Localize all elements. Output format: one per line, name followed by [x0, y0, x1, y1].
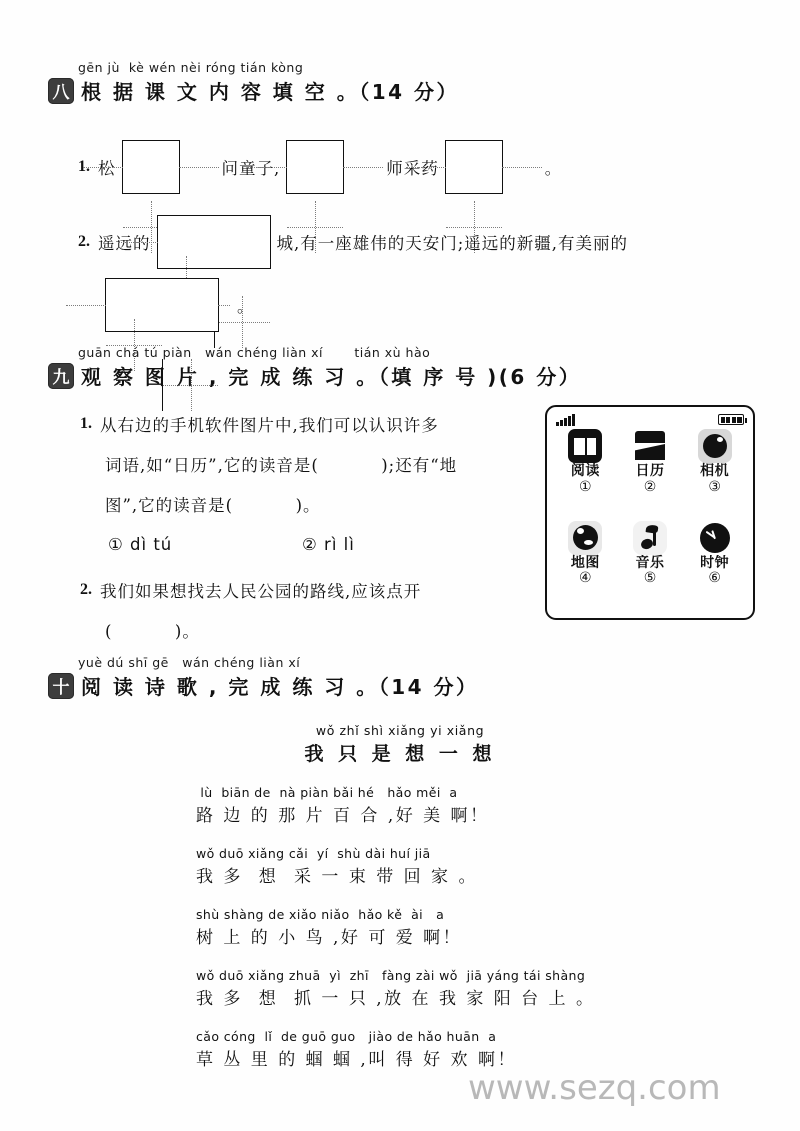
writing-box-double-2[interactable]	[105, 278, 219, 332]
section8-question-1	[78, 140, 561, 194]
poem-line-pinyin: shù shàng de xiǎo niǎo hǎo kě ài a	[196, 907, 445, 922]
app-item-reading[interactable]	[568, 429, 602, 494]
poem-line-han: 树 上 的 小 鸟 ,好 可 爱 啊！	[196, 928, 463, 948]
section-10-title: 阅 读 诗 歌 , 完 成 练 习 。（14 分）	[81, 675, 479, 699]
writing-box-1[interactable]	[122, 140, 180, 194]
poem-line-pinyin: cǎo cóng lǐ de guō guo jiào de hǎo huān a	[196, 1029, 497, 1044]
poem-line-pinyin: lù biān de nà piàn bǎi hé hǎo měi a	[196, 785, 458, 800]
question-text-line-2: 词语,如“日历”,它的读音是( );还有“地	[105, 456, 458, 475]
question-number: 1.	[78, 158, 90, 175]
section-8-pinyin: gēn jù kè wén nèi róng tián kòng	[78, 60, 304, 75]
book-icon	[568, 429, 602, 463]
question-text-part-3: 师采药	[386, 159, 439, 178]
app-label: 日历	[635, 463, 665, 479]
app-index: ③	[708, 478, 721, 495]
poem-line-han: 路 边 的 那 片 百 合 ,好 美 啊！	[196, 806, 490, 826]
section9-question-1-line-3	[105, 492, 321, 516]
sentence-period: 。	[237, 296, 254, 316]
writing-box-2[interactable]	[286, 140, 344, 194]
question-text-part-1: 松	[98, 159, 116, 178]
phone-software-image	[545, 405, 755, 620]
writing-box-3[interactable]	[445, 140, 503, 194]
poem-line-han: 草 丛 里 的 蝈 蝈 ,叫 得 好 欢 啊！	[196, 1050, 517, 1070]
poem-title-pinyin: wǒ zhǐ shì xiǎng yi xiǎng	[315, 723, 485, 738]
grid-guide-line	[66, 305, 106, 306]
app-index: ①	[579, 478, 592, 495]
app-label: 相机	[700, 463, 730, 479]
poem-title	[280, 723, 520, 766]
section8-question-2	[78, 215, 628, 269]
app-label: 音乐	[635, 554, 665, 571]
site-watermark: www.sezq.com	[468, 1068, 721, 1108]
battery-icon	[718, 414, 744, 425]
question-number: 1.	[80, 415, 92, 432]
section9-option-2[interactable]	[302, 535, 355, 554]
question-number: 2.	[80, 581, 92, 598]
poem-line-5	[196, 1029, 517, 1070]
grid-guide-line	[502, 167, 542, 168]
section9-option-1[interactable]	[108, 535, 172, 554]
section9-question-1	[80, 412, 439, 436]
question-text-part-2: 问童子,	[221, 159, 281, 178]
poem-line-1	[196, 785, 490, 826]
grid-guide-line	[218, 305, 230, 306]
calendar-icon	[633, 429, 667, 463]
signal-bars-icon	[556, 414, 575, 426]
grid-guide-line	[83, 167, 123, 168]
camera-icon	[698, 429, 732, 463]
section-10-pinyin: yuè dú shī gē wán chéng liàn xí	[78, 655, 301, 670]
app-index: ④	[579, 570, 592, 587]
question-text-part-1: 遥远的	[98, 234, 151, 253]
grid-guide-line	[406, 167, 446, 168]
poem-title-han: 我 只 是 想 一 想	[304, 743, 496, 765]
question-text-line-1: 我们如果想找去人民公园的路线,应该点开	[100, 582, 422, 601]
app-index: ⑤	[643, 570, 657, 587]
poem-line-3	[196, 907, 462, 948]
section9-question-2	[80, 578, 421, 602]
question-text-part-2: 城,有一座雄伟的天安门;遥远的新疆,有美丽的	[276, 234, 629, 253]
poem-line-2	[196, 846, 478, 887]
music-icon	[633, 521, 667, 555]
question-text-line-2: ( )。	[105, 622, 200, 641]
section9-question-2-line-2	[105, 618, 200, 642]
phone-status-bar	[556, 412, 744, 426]
section-heading-8	[48, 60, 459, 105]
map-icon	[568, 521, 602, 555]
option-1-text: ① dì tú	[108, 535, 173, 554]
poem-line-han: 我 多 想 采 一 束 带 回 家 。	[196, 867, 478, 887]
app-index: ⑥	[708, 570, 721, 587]
grid-guide-line	[247, 167, 287, 168]
section-9-title: 观 察 图 片 , 完 成 练 习 。（填 序 号 )(6 分）	[81, 365, 582, 389]
poem-line-pinyin: wǒ duō xiǎng cǎi yí shù dài huí jiā	[196, 846, 431, 861]
app-label: 地图	[570, 554, 600, 571]
writing-box-double-1[interactable]	[157, 215, 271, 269]
app-item-calendar[interactable]	[633, 429, 667, 494]
poem-line-han: 我 多 想 抓 一 只 ,放 在 我 家 阳 台 上 。	[196, 989, 596, 1009]
poem-line-pinyin: wǒ duō xiǎng zhuā yì zhī fàng zài wǒ jiā yáng tái shàng	[196, 968, 586, 983]
section-heading-9	[48, 345, 581, 390]
app-item-clock[interactable]	[698, 521, 732, 586]
section-9-badge: 九	[48, 363, 74, 389]
sentence-period: 。	[544, 158, 561, 178]
section-8-title: 根 据 课 文 内 容 填 空 。（14 分）	[81, 80, 459, 104]
app-label: 时钟	[700, 554, 730, 571]
grid-guide-line	[343, 167, 383, 168]
question-text-line-1: 从右边的手机软件图片中,我们可以认识许多	[100, 416, 439, 435]
section-8-badge: 八	[48, 78, 74, 104]
grid-guide-line	[118, 242, 158, 243]
section-10-badge: 十	[48, 673, 74, 699]
app-item-music[interactable]	[633, 521, 667, 586]
question-number: 2.	[78, 233, 90, 250]
option-2-text: ② rì lì	[302, 535, 355, 554]
app-label: 阅读	[570, 463, 600, 479]
app-index: ②	[643, 478, 657, 495]
grid-guide-line	[179, 167, 219, 168]
section9-question-1-line-2	[105, 452, 457, 476]
app-item-map[interactable]	[568, 521, 602, 586]
section8-question-2-continuation	[105, 278, 253, 332]
section-heading-10	[48, 655, 479, 700]
question-text-line-3: 图”,它的读音是( )。	[105, 496, 321, 515]
section-9-pinyin: guān chá tú piàn wán chéng liàn xí tián xù hào	[78, 345, 431, 360]
clock-icon	[698, 521, 732, 555]
poem-line-4	[196, 968, 595, 1009]
phone-app-grid	[553, 429, 747, 612]
app-item-camera[interactable]	[698, 429, 732, 494]
